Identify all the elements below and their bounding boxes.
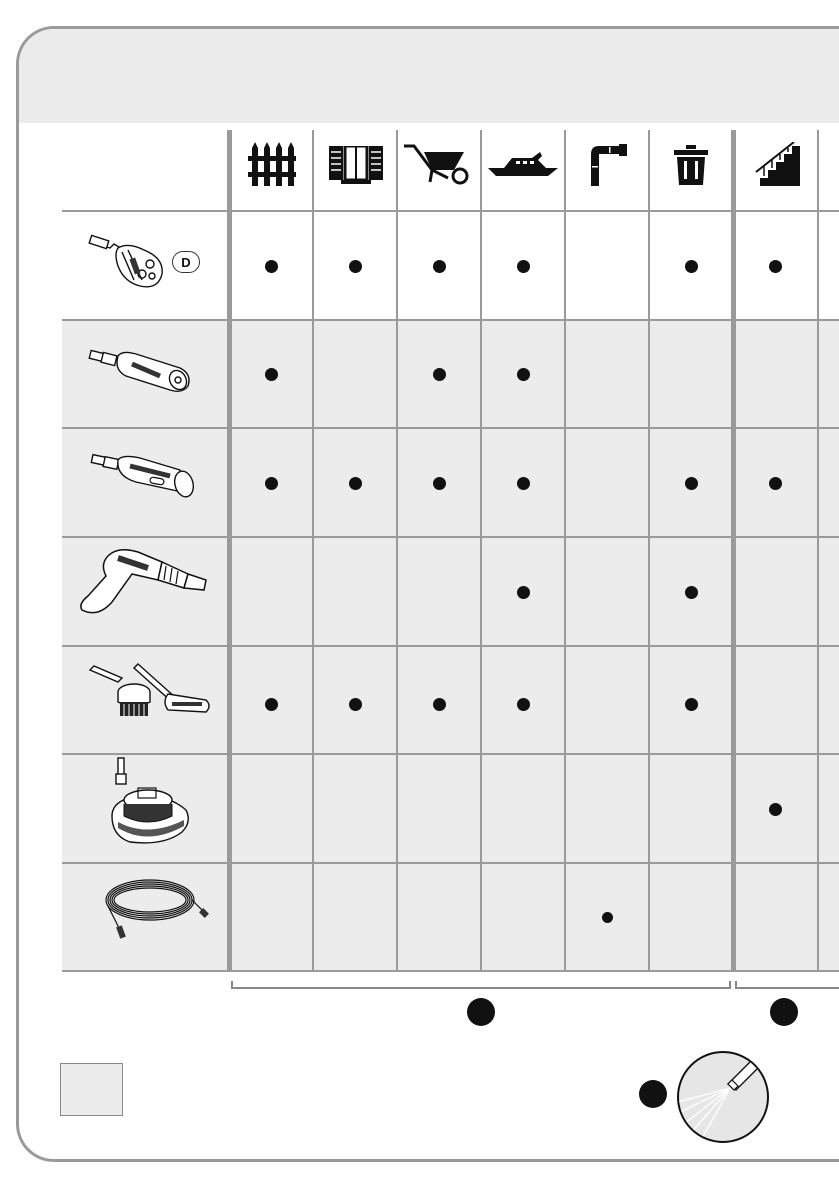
row-divider	[62, 753, 839, 755]
drain-pipe-icon	[589, 144, 629, 186]
compatibility-dot	[349, 477, 362, 490]
compatibility-dot	[517, 698, 530, 711]
note-box	[60, 1063, 123, 1116]
row-divider	[62, 536, 839, 538]
row-divider	[62, 645, 839, 647]
compatibility-dot	[685, 477, 698, 490]
compatibility-dot	[685, 698, 698, 711]
group-a-bracket	[231, 981, 731, 989]
column-divider	[480, 130, 482, 971]
turbo-lance-icon	[90, 452, 200, 504]
brush-set-icon	[88, 662, 212, 722]
column-divider	[227, 130, 232, 971]
surface-cleaner-icon	[108, 756, 192, 848]
column-divider	[817, 130, 819, 971]
multi-nozzle-icon	[88, 234, 172, 290]
pipe-cleaning-hose-icon	[98, 870, 210, 940]
compatibility-dot	[517, 586, 530, 599]
compatibility-dot	[433, 260, 446, 273]
stairs-icon	[754, 142, 800, 186]
compatibility-dot	[433, 698, 446, 711]
compatibility-dot	[349, 260, 362, 273]
compatibility-dot	[265, 698, 278, 711]
compatibility-dot	[602, 912, 613, 923]
row-divider	[62, 862, 839, 864]
spray-marker	[639, 1080, 667, 1108]
compatibility-dot	[685, 586, 698, 599]
compatibility-dot	[769, 477, 782, 490]
row-divider	[62, 970, 839, 972]
wheelbarrow-icon	[402, 144, 472, 186]
compatibility-dot	[517, 260, 530, 273]
boat-icon	[488, 152, 560, 178]
compatibility-dot	[265, 477, 278, 490]
trash-bin-icon	[673, 145, 709, 185]
compatibility-dot	[265, 368, 278, 381]
compatibility-dot	[265, 260, 278, 273]
row-divider	[62, 319, 839, 321]
group-b-bracket	[735, 981, 839, 989]
compatibility-dot	[433, 368, 446, 381]
compatibility-dot	[517, 477, 530, 490]
column-divider	[648, 130, 650, 971]
compatibility-dot	[685, 260, 698, 273]
window-shutters-icon	[329, 146, 383, 184]
column-divider	[564, 130, 566, 971]
compatibility-dot	[433, 477, 446, 490]
group-b-marker	[770, 998, 798, 1026]
vario-lance-icon	[88, 346, 194, 396]
row-divider	[62, 210, 839, 212]
compatibility-dot	[769, 260, 782, 273]
column-divider	[731, 130, 736, 971]
column-divider	[312, 130, 314, 971]
spray-nozzle-icon	[676, 1050, 770, 1144]
compatibility-dot	[517, 368, 530, 381]
row-divider	[62, 427, 839, 429]
foam-gun-icon	[78, 546, 210, 618]
fence-icon	[248, 142, 296, 186]
compatibility-dot	[769, 803, 782, 816]
column-divider	[396, 130, 398, 971]
compatibility-dot	[349, 698, 362, 711]
header-band	[19, 29, 839, 123]
nozzle-variant-badge: D	[172, 251, 200, 273]
group-a-marker	[467, 998, 495, 1026]
